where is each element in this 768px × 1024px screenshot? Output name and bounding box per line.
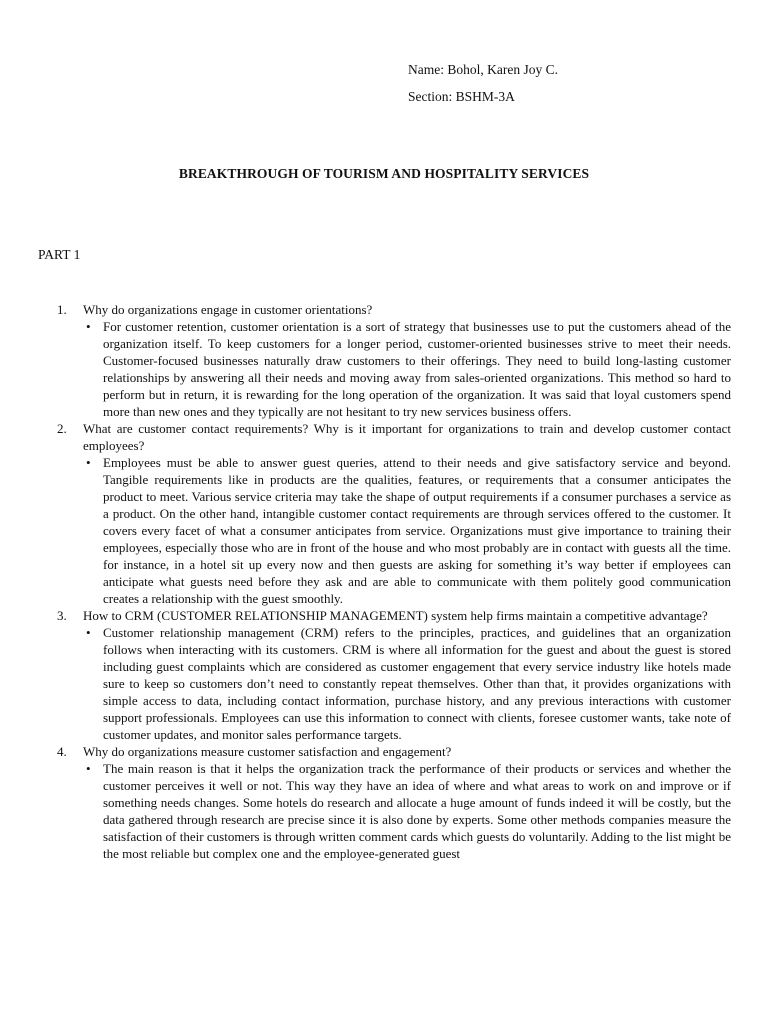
question-text: Why do organizations measure customer satisfaction and engagement?	[83, 744, 452, 759]
answer-text: The main reason is that it helps the organization track the performance of their products or services and whether the customer perceives it well or not. This way they have an idea of where and what areas to work on and improve or if something needs changes. Some hotels do research and allocate a huge amount of funds indeed it will be costly, but the data gathered through research are precise since it is also done by experts. Some other methods companies measure the satisfaction of their customers is through written comment cards which guests do voluntarily. Adding to the list might be the most reliable but complex one and the employee-generated guest	[103, 761, 731, 861]
answer-text: Customer relationship management (CRM) refers to the principles, practices, and guidelines that an organization follows when interacting with its customers. CRM is where all information for the guest and about the guest is stored including guest complaints which are considered as customer engagement that every service industry like hotels made sure to keep so customers don’t need to constantly repeat themselves. Other than that, it provides organizations with simple access to data, including contact information, purchase history, and any previous interactions with customer support professionals. Employees can use this information to connect with clients, foresee customer wants, take note of customer updates, and monitor sales performance targets.	[103, 625, 731, 742]
question-4	[57, 743, 731, 760]
question-text: Why do organizations engage in customer orientations?	[83, 302, 373, 317]
student-section: Section: BSHM-3A	[408, 89, 515, 104]
answer-text: Employees must be able to answer guest queries, attend to their needs and give satisfactory service and beyond. Tangible requirements like in products are the qualities, features, or requirements that a consumer anticipates the product to meet. Various service criteria may take the shape of output requirements if a consumer purchases a service as a product. On the other hand, intangible customer contact requirements are through services offered to the customer. It covers every facet of what a consumer anticipates from service. Organizations must give importance to training their employees, especially those who are in front of the house and who most probably are in contact with guests all the time. for instance, in a hotel sit up every now and then guests are asking for something it’s way better if employees can anticipate what guests need before they ask and are able to communicate with them politely good communication creates a relationship with the guest smoothly.	[103, 455, 731, 606]
question-number: 3.	[57, 608, 67, 623]
answer-2	[57, 454, 731, 607]
part-label: PART 1	[38, 247, 81, 262]
question-number: 2.	[57, 421, 67, 436]
question-1	[57, 301, 731, 318]
question-list	[57, 301, 731, 862]
document-title: BREAKTHROUGH OF TOURISM AND HOSPITALITY SERVICES	[178, 166, 590, 181]
question-text: What are customer contact requirements? Why is it important for organizations to train and develop customer contact employees?	[83, 421, 731, 453]
bullet-icon: •	[86, 455, 91, 470]
answer-3	[57, 624, 731, 743]
bullet-icon: •	[86, 761, 91, 776]
question-number: 4.	[57, 744, 67, 759]
question-number: 1.	[57, 302, 67, 317]
student-name: Name: Bohol, Karen Joy C.	[408, 62, 558, 77]
question-2	[57, 420, 731, 454]
bullet-icon: •	[86, 625, 91, 640]
answer-4	[57, 760, 731, 862]
answer-text: For customer retention, customer orientation is a sort of strategy that businesses use to put the customers ahead of the organization itself. To keep customers for a longer period, customer-oriented businesses strive to meet their needs. Customer-focused businesses naturally draw customers to their offerings. They need to build long-lasting customer relationships by answering all their needs and moving away from sales-oriented organizations. This method so hard to perform but in return, it is rewarding for the long operation of the organization. It was said that loyal customers spend more than new ones and they typically are not hesitant to try new services business offers.	[103, 319, 731, 419]
answer-1	[57, 318, 731, 420]
question-text: How to CRM (CUSTOMER RELATIONSHIP MANAGEMENT) system help firms maintain a competitive advantage?	[83, 608, 708, 623]
question-3	[57, 607, 731, 624]
bullet-icon: •	[86, 319, 91, 334]
